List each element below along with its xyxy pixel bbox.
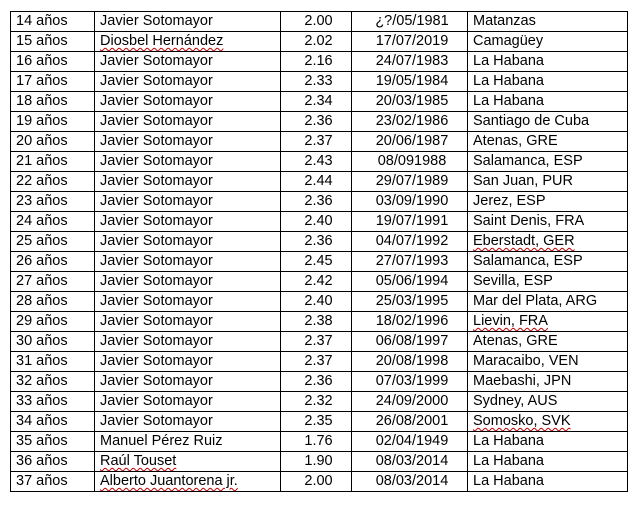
age-records-table bbox=[10, 11, 628, 492]
place-name: Somosko, SVK bbox=[473, 413, 571, 429]
table-row bbox=[11, 232, 628, 252]
athlete-cell: Javier Sotomayor bbox=[95, 152, 281, 172]
date-cell: 27/07/1993 bbox=[352, 252, 468, 272]
age-cell: 23 años bbox=[11, 192, 95, 212]
place-cell: La Habana bbox=[468, 452, 628, 472]
athlete-cell: Javier Sotomayor bbox=[95, 212, 281, 232]
age-cell: 32 años bbox=[11, 372, 95, 392]
date-cell: 19/07/1991 bbox=[352, 212, 468, 232]
place-cell: La Habana bbox=[468, 72, 628, 92]
athlete-cell: Javier Sotomayor bbox=[95, 332, 281, 352]
mark-cell: 2.44 bbox=[281, 172, 352, 192]
mark-cell: 2.36 bbox=[281, 192, 352, 212]
table-row bbox=[11, 412, 628, 432]
age-cell: 29 años bbox=[11, 312, 95, 332]
athlete-cell bbox=[95, 452, 281, 472]
table-row bbox=[11, 252, 628, 272]
mark-cell: 2.36 bbox=[281, 112, 352, 132]
mark-cell: 2.37 bbox=[281, 352, 352, 372]
mark-cell: 2.37 bbox=[281, 132, 352, 152]
athlete-cell: Javier Sotomayor bbox=[95, 352, 281, 372]
place-cell: Mar del Plata, ARG bbox=[468, 292, 628, 312]
table-row bbox=[11, 452, 628, 472]
place-cell: Saint Denis, FRA bbox=[468, 212, 628, 232]
mark-cell: 2.37 bbox=[281, 332, 352, 352]
athlete-cell: Javier Sotomayor bbox=[95, 92, 281, 112]
athlete-cell: Javier Sotomayor bbox=[95, 192, 281, 212]
date-cell: 24/09/2000 bbox=[352, 392, 468, 412]
place-cell: Salamanca, ESP bbox=[468, 252, 628, 272]
age-cell: 18 años bbox=[11, 92, 95, 112]
place-cell: Atenas, GRE bbox=[468, 132, 628, 152]
table-row bbox=[11, 32, 628, 52]
age-cell: 36 años bbox=[11, 452, 95, 472]
date-cell: 23/02/1986 bbox=[352, 112, 468, 132]
mark-cell: 2.40 bbox=[281, 292, 352, 312]
mark-cell: 1.90 bbox=[281, 452, 352, 472]
date-cell: 06/08/1997 bbox=[352, 332, 468, 352]
athlete-cell: Javier Sotomayor bbox=[95, 392, 281, 412]
table-row bbox=[11, 352, 628, 372]
date-cell: 29/07/1989 bbox=[352, 172, 468, 192]
age-cell: 28 años bbox=[11, 292, 95, 312]
mark-cell: 2.34 bbox=[281, 92, 352, 112]
athlete-cell: Javier Sotomayor bbox=[95, 412, 281, 432]
athlete-name: Alberto Juantorena jr. bbox=[100, 473, 238, 489]
age-cell: 33 años bbox=[11, 392, 95, 412]
athlete-cell: Javier Sotomayor bbox=[95, 52, 281, 72]
date-cell: 08/03/2014 bbox=[352, 472, 468, 492]
mark-cell: 2.36 bbox=[281, 372, 352, 392]
mark-cell: 2.36 bbox=[281, 232, 352, 252]
place-cell: La Habana bbox=[468, 472, 628, 492]
mark-cell: 2.00 bbox=[281, 12, 352, 32]
age-cell: 24 años bbox=[11, 212, 95, 232]
table-row bbox=[11, 132, 628, 152]
table-row bbox=[11, 312, 628, 332]
date-cell: 20/03/1985 bbox=[352, 92, 468, 112]
place-cell: Maracaibo, VEN bbox=[468, 352, 628, 372]
age-cell: 30 años bbox=[11, 332, 95, 352]
mark-cell: 2.16 bbox=[281, 52, 352, 72]
table-row bbox=[11, 392, 628, 412]
date-cell: 26/08/2001 bbox=[352, 412, 468, 432]
place-cell: La Habana bbox=[468, 52, 628, 72]
date-cell: 04/07/1992 bbox=[352, 232, 468, 252]
mark-cell: 2.43 bbox=[281, 152, 352, 172]
athlete-cell: Javier Sotomayor bbox=[95, 372, 281, 392]
table-row bbox=[11, 152, 628, 172]
table-row bbox=[11, 112, 628, 132]
date-cell: 08/091988 bbox=[352, 152, 468, 172]
age-cell: 21 años bbox=[11, 152, 95, 172]
place-cell: Santiago de Cuba bbox=[468, 112, 628, 132]
age-cell: 22 años bbox=[11, 172, 95, 192]
place-cell: Matanzas bbox=[468, 12, 628, 32]
athlete-cell: Javier Sotomayor bbox=[95, 132, 281, 152]
date-cell: 08/03/2014 bbox=[352, 452, 468, 472]
athlete-cell: Javier Sotomayor bbox=[95, 272, 281, 292]
mark-cell: 2.42 bbox=[281, 272, 352, 292]
age-cell: 31 años bbox=[11, 352, 95, 372]
place-cell: Jerez, ESP bbox=[468, 192, 628, 212]
place-cell: Atenas, GRE bbox=[468, 332, 628, 352]
age-cell: 25 años bbox=[11, 232, 95, 252]
date-cell: ¿?/05/1981 bbox=[352, 12, 468, 32]
date-cell: 17/07/2019 bbox=[352, 32, 468, 52]
table-row bbox=[11, 92, 628, 112]
date-cell: 24/07/1983 bbox=[352, 52, 468, 72]
date-cell: 20/06/1987 bbox=[352, 132, 468, 152]
table-row bbox=[11, 192, 628, 212]
table-row bbox=[11, 472, 628, 492]
athlete-cell: Javier Sotomayor bbox=[95, 312, 281, 332]
table-row bbox=[11, 52, 628, 72]
age-cell: 14 años bbox=[11, 12, 95, 32]
mark-cell: 2.45 bbox=[281, 252, 352, 272]
mark-cell: 2.33 bbox=[281, 72, 352, 92]
athlete-cell: Javier Sotomayor bbox=[95, 232, 281, 252]
date-cell: 07/03/1999 bbox=[352, 372, 468, 392]
athlete-name: Diosbel Hernández bbox=[100, 33, 224, 49]
athlete-name: Raúl Touset bbox=[100, 453, 177, 469]
table-row bbox=[11, 292, 628, 312]
athlete-cell: Javier Sotomayor bbox=[95, 292, 281, 312]
place-cell bbox=[468, 312, 628, 332]
age-cell: 17 años bbox=[11, 72, 95, 92]
mark-cell: 2.38 bbox=[281, 312, 352, 332]
age-cell: 15 años bbox=[11, 32, 95, 52]
place-cell: La Habana bbox=[468, 432, 628, 452]
athlete-cell bbox=[95, 32, 281, 52]
place-cell: Sevilla, ESP bbox=[468, 272, 628, 292]
age-cell: 26 años bbox=[11, 252, 95, 272]
table-row bbox=[11, 272, 628, 292]
date-cell: 25/03/1995 bbox=[352, 292, 468, 312]
date-cell: 02/04/1949 bbox=[352, 432, 468, 452]
place-cell: La Habana bbox=[468, 92, 628, 112]
mark-cell: 2.35 bbox=[281, 412, 352, 432]
table-row bbox=[11, 172, 628, 192]
athlete-cell: Javier Sotomayor bbox=[95, 172, 281, 192]
table-row bbox=[11, 332, 628, 352]
date-cell: 18/02/1996 bbox=[352, 312, 468, 332]
place-cell bbox=[468, 232, 628, 252]
place-cell: Maebashi, JPN bbox=[468, 372, 628, 392]
athlete-cell: Manuel Pérez Ruiz bbox=[95, 432, 281, 452]
athlete-cell: Javier Sotomayor bbox=[95, 12, 281, 32]
date-cell: 19/05/1984 bbox=[352, 72, 468, 92]
place-name: Lievin, FRA bbox=[473, 313, 548, 329]
place-cell bbox=[468, 412, 628, 432]
mark-cell: 1.76 bbox=[281, 432, 352, 452]
age-cell: 35 años bbox=[11, 432, 95, 452]
table-row bbox=[11, 212, 628, 232]
athlete-cell: Javier Sotomayor bbox=[95, 72, 281, 92]
place-cell: San Juan, PUR bbox=[468, 172, 628, 192]
mark-cell: 2.02 bbox=[281, 32, 352, 52]
date-cell: 05/06/1994 bbox=[352, 272, 468, 292]
athlete-cell: Javier Sotomayor bbox=[95, 112, 281, 132]
age-cell: 19 años bbox=[11, 112, 95, 132]
place-name: Eberstadt, GER bbox=[473, 233, 575, 249]
table-row bbox=[11, 12, 628, 32]
table-row bbox=[11, 432, 628, 452]
table-row bbox=[11, 372, 628, 392]
table-row bbox=[11, 72, 628, 92]
mark-cell: 2.40 bbox=[281, 212, 352, 232]
age-cell: 27 años bbox=[11, 272, 95, 292]
place-cell: Sydney, AUS bbox=[468, 392, 628, 412]
mark-cell: 2.00 bbox=[281, 472, 352, 492]
mark-cell: 2.32 bbox=[281, 392, 352, 412]
age-cell: 37 años bbox=[11, 472, 95, 492]
place-cell: Salamanca, ESP bbox=[468, 152, 628, 172]
athlete-cell: Javier Sotomayor bbox=[95, 252, 281, 272]
place-cell: Camagüey bbox=[468, 32, 628, 52]
date-cell: 20/08/1998 bbox=[352, 352, 468, 372]
athlete-cell bbox=[95, 472, 281, 492]
age-cell: 34 años bbox=[11, 412, 95, 432]
age-cell: 16 años bbox=[11, 52, 95, 72]
age-cell: 20 años bbox=[11, 132, 95, 152]
date-cell: 03/09/1990 bbox=[352, 192, 468, 212]
